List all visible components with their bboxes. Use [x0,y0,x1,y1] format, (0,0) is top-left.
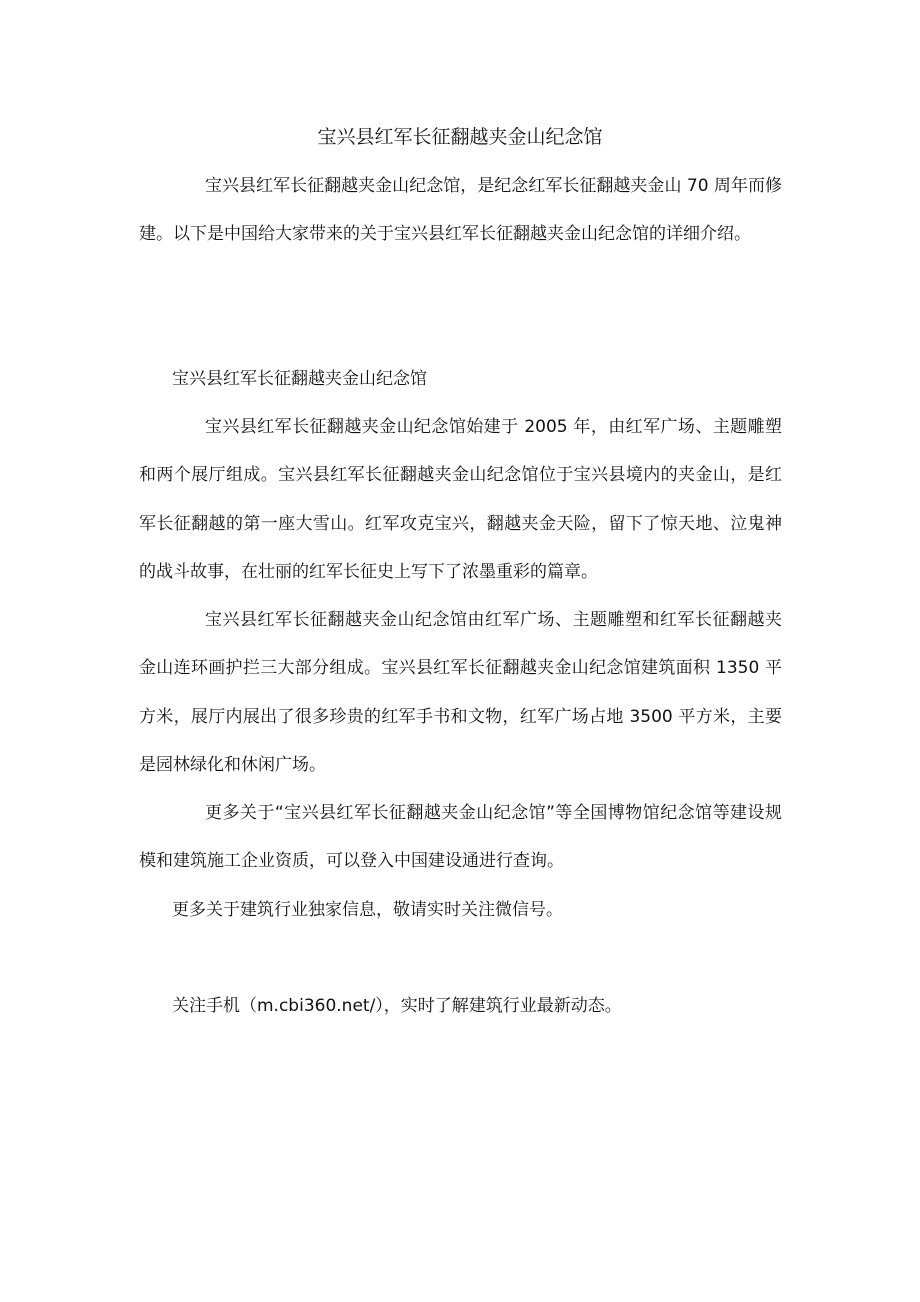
document-title: 宝兴县红军长征翻越夹金山纪念馆 [317,126,603,148]
wechat-note: 更多关于建筑行业独家信息，敬请实时关注微信号。 [172,900,563,920]
section-heading: 宝兴县红军长征翻越夹金山纪念馆 [172,369,427,389]
body-paragraph-history: 宝兴县红军长征翻越夹金山纪念馆始建于 2005 年，由红军广场、主题雕塑和两个展厅组成。宝兴县红军长征翻越夹金山纪念馆位于宝兴县境内的夹金山，是红军长征翻越的第一座大雪山。红军攻克宝兴，翻越夹金天险，留下了惊天地、泣鬼神的战斗故事，在壮丽的红军长征史上写下了浓墨重彩的篇章。 [139,417,782,582]
mobile-site-note: 关注手机（m.cbi360.net/），实时了解建筑行业最新动态。 [172,996,622,1016]
body-paragraph-more-info: 更多关于“宝兴县红军长征翻越夹金山纪念馆”等全国博物馆纪念馆等建设规模和建筑施工企业资质，可以登入中国建设通进行查询。 [139,803,782,872]
intro-paragraph: 宝兴县红军长征翻越夹金山纪念馆，是纪念红军长征翻越夹金山 70 周年而修建。以下是中国给大家带来的关于宝兴县红军长征翻越夹金山纪念馆的详细介绍。 [139,176,782,245]
body-paragraph-composition: 宝兴县红军长征翻越夹金山纪念馆由红军广场、主题雕塑和红军长征翻越夹金山连环画护拦三大部分组成。宝兴县红军长征翻越夹金山纪念馆建筑面积 1350 平方米，展厅内展出了很多珍贵的红军手书和文物，红军广场占地 3500 平方米，主要是园林绿化和休闲广场。 [139,610,782,775]
